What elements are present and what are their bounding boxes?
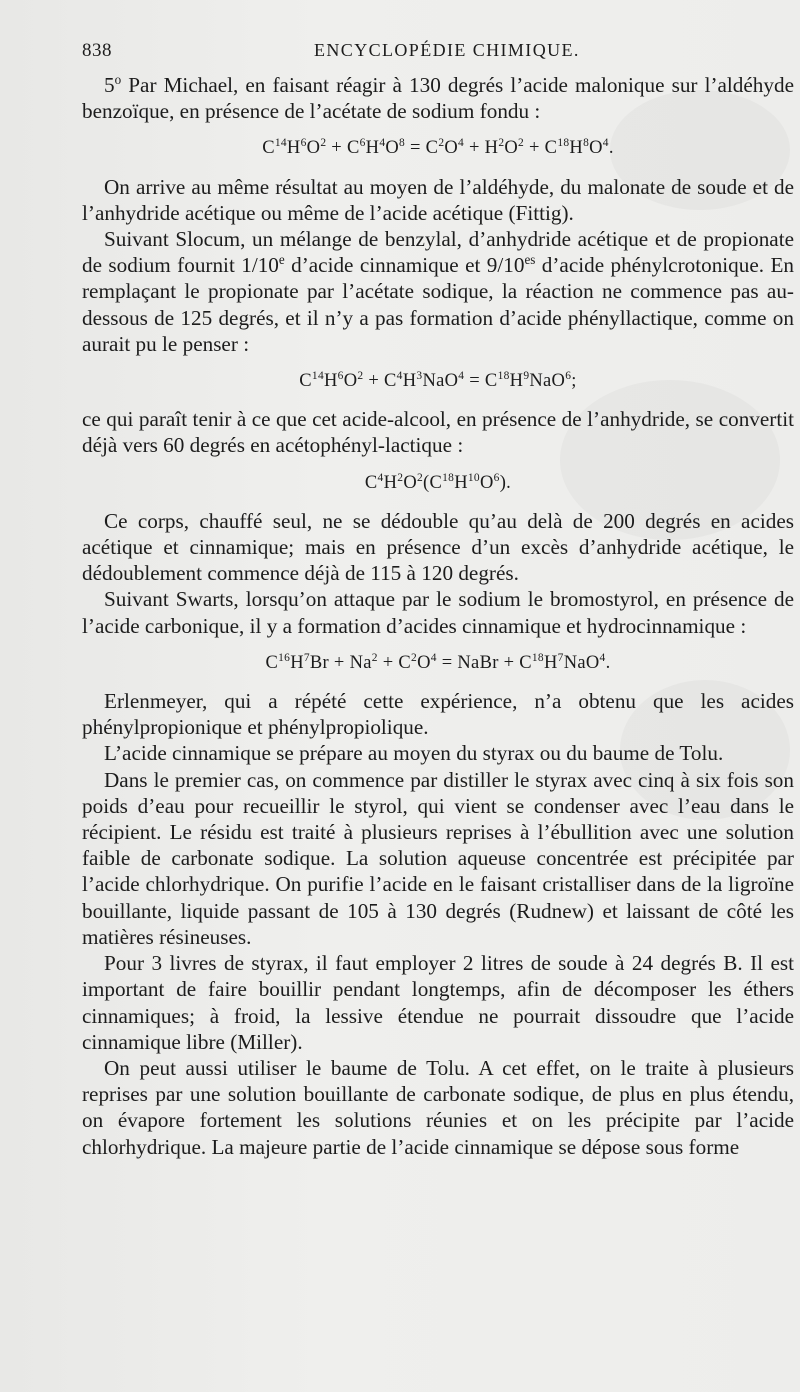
paragraph: Suivant Swarts, lorsqu’on attaque par le sodium le bromostyrol, en présence de l’acide carbonique, il y a formation d’acides cinnamique et hydrocinnamique : bbox=[82, 587, 794, 638]
paragraph: On arrive au même résultat au moyen de l’aldéhyde, du malonate de soude et de l’anhydride acétique ou même de l’acide acétique (Fittig). bbox=[82, 174, 794, 225]
chemical-formula: $C^{14}H^6O^2 + C^4H^3NaO^4 = C^{18}H^9NaO^6$; bbox=[299, 369, 577, 392]
chemical-formula: $C^{16}H^7Br + Na^2 + C^2O^4$ = NaBr + $C^{18}H^7NaO^4$. bbox=[265, 651, 611, 673]
paragraph: Ce corps, chauffé seul, ne se dédouble qu’au delà de 200 degrés en acides acétique et cinnamique; mais en présence d’un excès d’anhydride acétique, le dédoublement commence déjà de 115 à 120 degrés. bbox=[82, 508, 794, 586]
page-body bbox=[82, 72, 794, 1160]
running-title: ENCYCLOPÉDIE CHIMIQUE. bbox=[314, 40, 580, 60]
paragraph: 5$^o$ Par Michael, en faisant réagir à 130 degrés l’acide malonique sur l’aldéhyde benzoïque, en présence de l’acétate de sodium fondu : bbox=[82, 71, 794, 124]
page-number: 838 bbox=[82, 40, 112, 61]
paragraph: Suivant Slocum, un mélange de benzylal, d’anhydride acétique et de propionate de sodium fournit 1/10e d’acide cinnamique et $9/10^{es}$ d’acide phénylcrotonique. En remplaçant le propionate par l’acétate sodique, la réaction ne commence pas au-dessous de 125 degrés, et il n’y a pas formation d’acide phényllactique, comme on aurait pu le penser : bbox=[82, 227, 794, 356]
chemical-formula: $C^4H^2O^2(C^{18}H^{10}O^6)$. bbox=[364, 471, 512, 493]
paragraph: Pour 3 livres de styrax, il faut employer 2 litres de soude à 24 degrés B. Il est important de faire bouillir pendant longtemps, afin de décomposer les éthers cinnamiques; à froid, la lessive étendue ne pourrait dissoudre que l’acide cinnamique libre (Miller). bbox=[82, 951, 794, 1054]
chemical-formula: $C^{14}H^6O^2 + C^6H^4O^8 = C^2O^4 + H^2O^2 + C^{18}H^8O^4$. bbox=[262, 137, 614, 159]
paragraph: ce qui paraît tenir à ce que cet acide-alcool, en présence de l’anhydride, se convertit déjà vers 60 degrés en acétophényl-lactique : bbox=[82, 407, 794, 458]
paragraph: On peut aussi utiliser le baume de Tolu. A cet effet, on le traite à plusieurs reprises par une solution bouillante de carbonate sodique, de plus en plus étendu, on évapore fortement les solutions réunies et on les précipite par l’acide chlorhydrique. La majeure partie de l’acide cinnamique se dépose sous forme bbox=[82, 1055, 794, 1159]
page-header bbox=[82, 40, 782, 62]
paragraph: Erlenmeyer, qui a répété cette expérience, n’a obtenu que les acides phénylpropionique et phénylpropiolique. bbox=[82, 689, 794, 740]
paragraph: Dans le premier cas, on commence par distiller le styrax avec cinq à six fois son poids d’eau pour recueillir le styrol, qui vient se condenser avec l’eau dans le récipient. Le résidu est traité à plusieurs reprises à l’ébullition avec une solution faible de carbonate sodique. La solution aqueuse concentrée est précipitée par l’acide chlorhydrique. On purifie l’acide en le faisant cristalliser dans de la ligroïne bouillante, liquide passant de 105 à 130 degrés (Rudnew) et laissant de côté les matières résineuses. bbox=[82, 767, 794, 949]
paragraph: L’acide cinnamique se prépare au moyen du styrax ou du baume de Tolu. bbox=[104, 741, 724, 766]
